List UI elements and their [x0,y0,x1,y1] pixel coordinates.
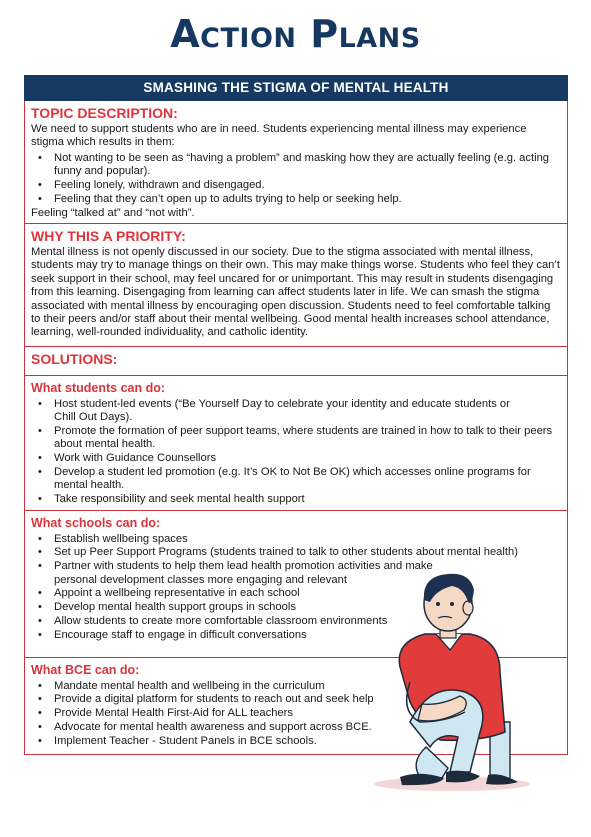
list-item: • Set up Peer Support Programs (students trained to talk to other students about mental health) [54,546,561,559]
list-item: • Host student-led events (“Be Yourself Day to celebrate your identity and educate students or Chill Out Days). [54,398,561,425]
students-heading: What students can do: [31,380,166,395]
schools-heading: What schools can do: [31,515,161,530]
list-item: • Implement Teacher - Student Panels in BCE schools. [54,735,561,748]
solutions-section [24,347,568,376]
list-item: • Allow students to create more comfortable classroom environments [54,615,561,628]
priority-heading: WHY THIS A PRIORITY: [31,227,186,244]
page-title: Action Plans [170,12,421,56]
list-item: • Appoint a wellbeing representative in each school [54,587,561,600]
students-section [24,376,568,511]
list-item: • Develop a student led promotion (e.g. It’s OK to Not Be OK) which accesses online programs for mental health. [54,466,561,493]
priority-section [24,224,568,347]
banner: SMASHING THE STIGMA OF MENTAL HEALTH [24,75,568,101]
solutions-heading: SOLUTIONS: [31,350,118,367]
list-item: • Establish wellbeing spaces [54,533,561,546]
list-item: • Partner with students to help them lead health promotion activities and make personal development classes more engaging and relevant [54,560,561,587]
list-item: • Mandate mental health and wellbeing in the curriculum [54,680,561,693]
list-item: • Take responsibility and seek mental health support [54,493,561,506]
list-item: • Provide Mental Health First-Aid for ALL teachers [54,707,561,720]
priority-text: Mental illness is not openly discussed in our society. Due to the stigma associated with mental illness, students may try to manage things on their own. This may make things worse. Students who feel they can’t seek support in their school, may feel uncared for or unimportant. This may result in students disengaging from this learning. Disengaging from learning can affect students later in life. We can smash the stigma associated with mental illness by encouraging open discussion. Students need to feel comfortable talking to their peers and/or staff about their mental wellbeing. Good mental health increases school attendance, learning, well-rounded individuality, and catholic identity. [31,245,560,339]
list-item: • Advocate for mental health awareness and support across BCE. [54,721,561,734]
topic-heading: TOPIC DESCRIPTION: [31,105,178,121]
list-item: • Provide a digital platform for students to reach out and seek help [54,693,561,706]
list-item: • Encourage staff to engage in difficult conversations [54,629,561,642]
topic-list [31,152,561,206]
topic-intro: We need to support students who are in need. Students experiencing mental illness may experience stigma which results in them: [31,123,527,149]
list-item: • Feeling lonely, withdrawn and disengaged. [54,179,561,192]
list-item: • Feeling that they can’t open up to adults trying to help or seeking help. [54,193,561,206]
list-item: • Promote the formation of peer support teams, where students are trained in how to talk to their peers about mental health. [54,425,561,452]
topic-section [24,101,568,224]
list-item: • Not wanting to be seen as “having a problem” and masking how they are actually feeling (e.g. acting funny and popular). [54,152,561,179]
bce-heading: What BCE can do: [31,662,140,677]
students-list [31,398,561,506]
sitting-student-illustration [340,572,540,797]
topic-outro: Feeling “talked at” and “not with”. [31,206,195,219]
list-item: • Work with Guidance Counsellors [54,452,561,465]
list-item: • Develop mental health support groups in schools [54,601,561,614]
